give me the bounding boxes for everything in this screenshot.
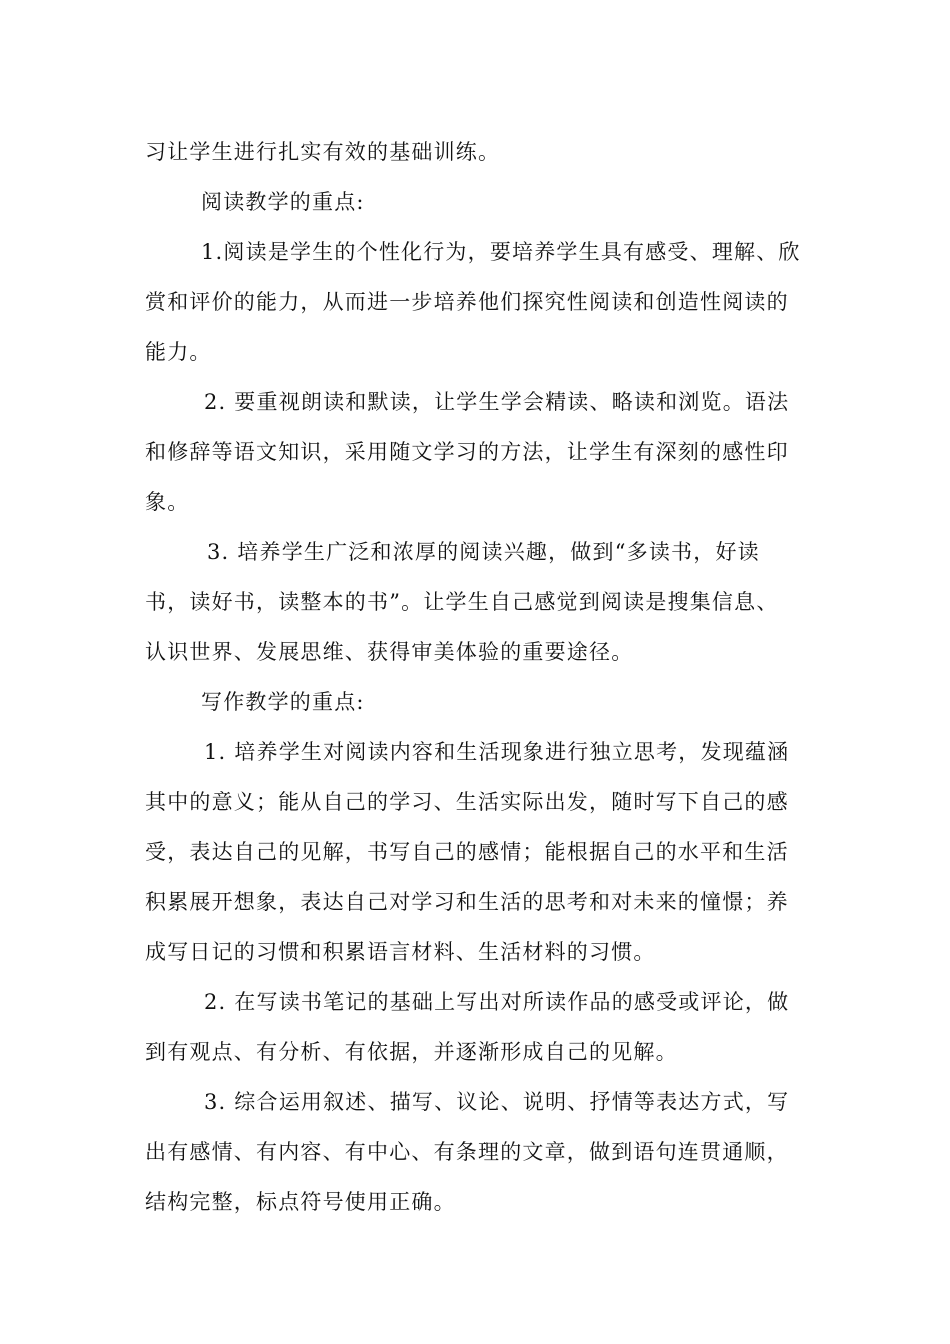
text-line: 习让学生进行扎实有效的基础训练。 [145,140,501,164]
text-line: 书，读好书，读整本的书”。让学生自己感觉到阅读是搜集信息、 [145,590,779,614]
text-line: 结构完整，标点符号使用正确。 [145,1190,456,1214]
text-line: 2. 在写读书笔记的基础上写出对所读作品的感受或评论，做 [204,990,790,1014]
text-line: 1.阅读是学生的个性化行为，要培养学生具有感受、理解、欣 [201,240,801,264]
document-page [145,127,810,1227]
text-line: 象。 [145,490,190,514]
text-line: 到有观点、有分析、有依据，并逐渐形成自己的见解。 [145,1040,678,1064]
text-line: 出有感情、有内容、有中心、有条理的文章，做到语句连贯通顺， [145,1140,789,1164]
section-heading-writing: 写作教学的重点: [201,690,365,714]
text-line: 赏和评价的能力，从而进一步培养他们探究性阅读和创造性阅读的 [145,290,789,314]
text-line: 成写日记的习惯和积累语言材料、生活材料的习惯。 [145,940,656,964]
text-line: 1. 培养学生对阅读内容和生活现象进行独立思考，发现蕴涵 [204,740,790,764]
text-line: 和修辞等语文知识，采用随文学习的方法，让学生有深刻的感性印 [145,440,789,464]
text-line: 3. 综合运用叙述、描写、议论、说明、抒情等表达方式，写 [204,1090,790,1114]
section-heading-reading: 阅读教学的重点: [201,190,365,214]
text-line: 其中的意义；能从自己的学习、生活实际出发，随时写下自己的感 [145,790,789,814]
text-line: 3. 培养学生广泛和浓厚的阅读兴趣，做到“多读书，好读 [207,540,760,564]
text-line: 积累展开想象，表达自己对学习和生活的思考和对未来的憧憬；养 [145,890,789,914]
text-line: 能力。 [145,340,212,364]
text-line: 受，表达自己的见解，书写自己的感情；能根据自己的水平和生活 [145,840,789,864]
text-line: 认识世界、发展思维、获得审美体验的重要途径。 [145,640,634,664]
text-line: 2. 要重视朗读和默读，让学生学会精读、略读和浏览。语法 [204,390,790,414]
